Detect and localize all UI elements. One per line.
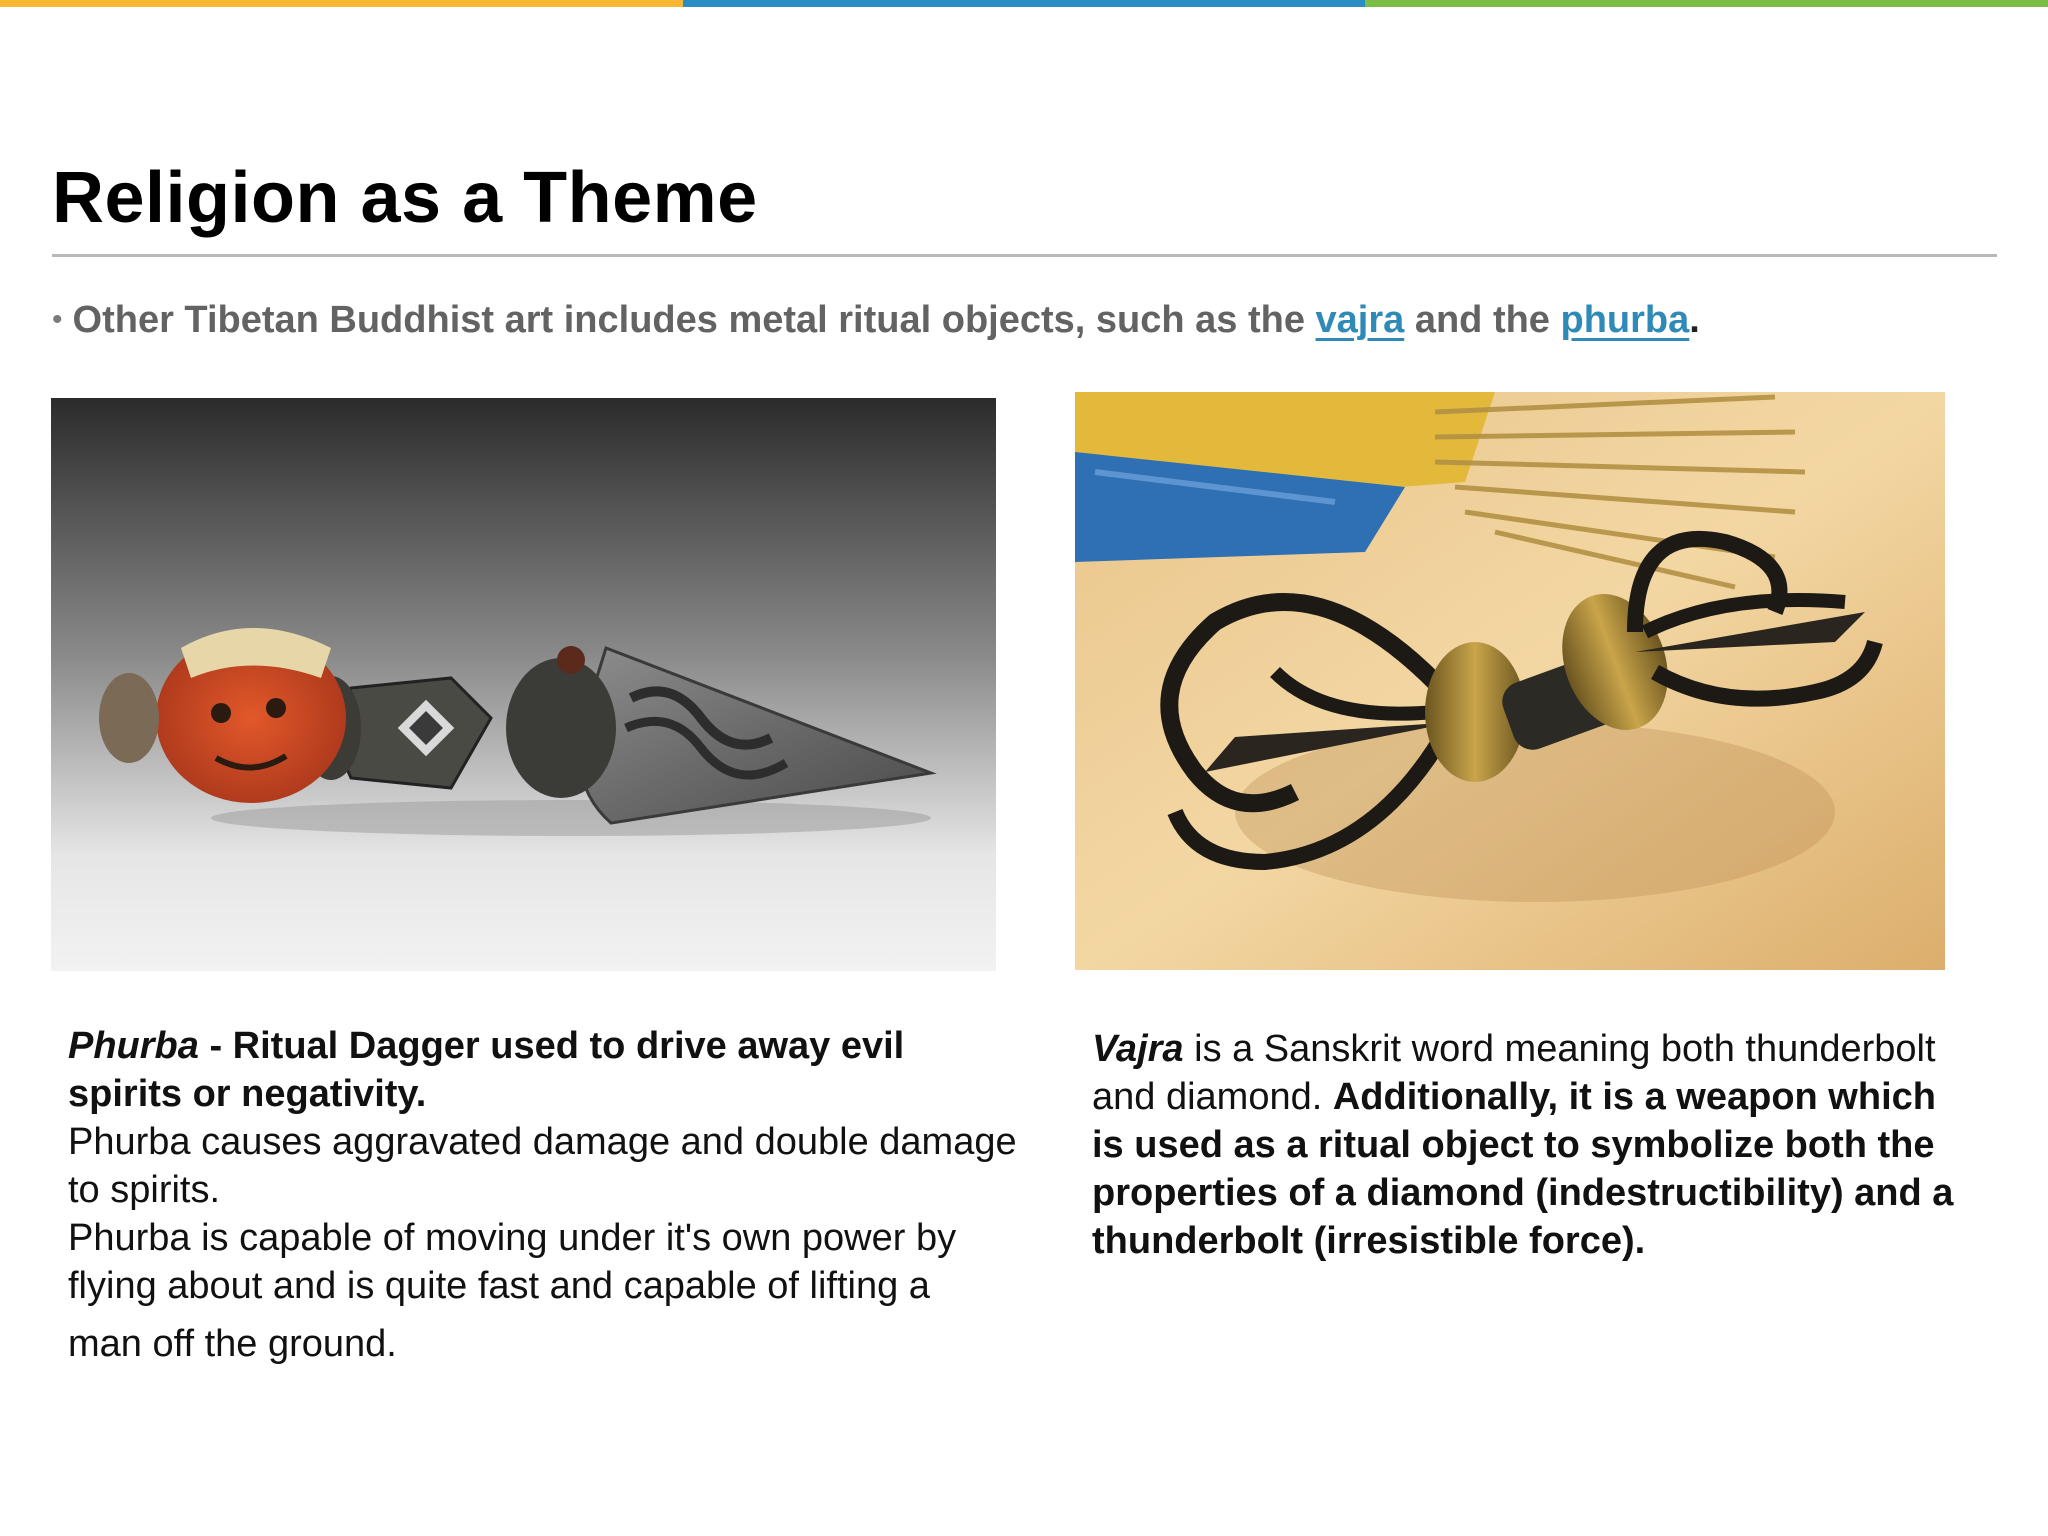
vajra-caption-bold: Additionally, it is a weapon which is used as a ritual object to symbolize both the properties of a diamond (indestructibility) and a thunderbolt (irresistible force). <box>1092 1076 1954 1262</box>
title-divider <box>52 254 1997 257</box>
bullet-text-middle: and the <box>1404 299 1561 341</box>
vajra-term: Vajra <box>1092 1028 1184 1070</box>
phurba-link[interactable]: phurba <box>1560 299 1690 341</box>
phurba-caption-line4: man off the ground. <box>68 1323 397 1365</box>
phurba-caption-line3: Phurba is capable of moving under it's own power by flying about and is quite fast and capable of lifting a <box>68 1217 957 1307</box>
phurba-term: Phurba <box>68 1025 199 1067</box>
bullet-marker: • <box>52 303 63 336</box>
phurba-caption <box>68 1022 1028 1368</box>
bullet-text-before: Other Tibetan Buddhist art includes metal ritual objects, such as the <box>72 299 1316 341</box>
bullet-point <box>52 296 2012 344</box>
vajra-caption-plain: is a Sanskrit word meaning both thunderbolt and diamond. <box>1092 1028 1936 1118</box>
phurba-caption-line2: Phurba causes aggravated damage and double damage to spirits. <box>68 1121 1017 1211</box>
bullet-text-end: . <box>1689 299 1700 341</box>
vajra-photo-icon <box>1075 392 1945 970</box>
phurba-image <box>51 398 996 971</box>
phurba-caption-heading <box>68 1022 1028 1118</box>
accent-bar <box>0 0 2048 7</box>
accent-bar-green <box>1365 0 2048 7</box>
vajra-caption <box>1092 1025 1972 1265</box>
slide-title: Religion as a Theme <box>52 158 758 238</box>
vajra-image <box>1075 392 1945 970</box>
vajra-link[interactable]: vajra <box>1315 299 1405 341</box>
accent-bar-blue <box>683 0 1366 7</box>
phurba-dagger-photo-icon <box>51 398 996 971</box>
accent-bar-yellow <box>0 0 683 7</box>
phurba-heading-text: - Ritual Dagger used to drive away evil spirits or negativity. <box>68 1025 905 1115</box>
